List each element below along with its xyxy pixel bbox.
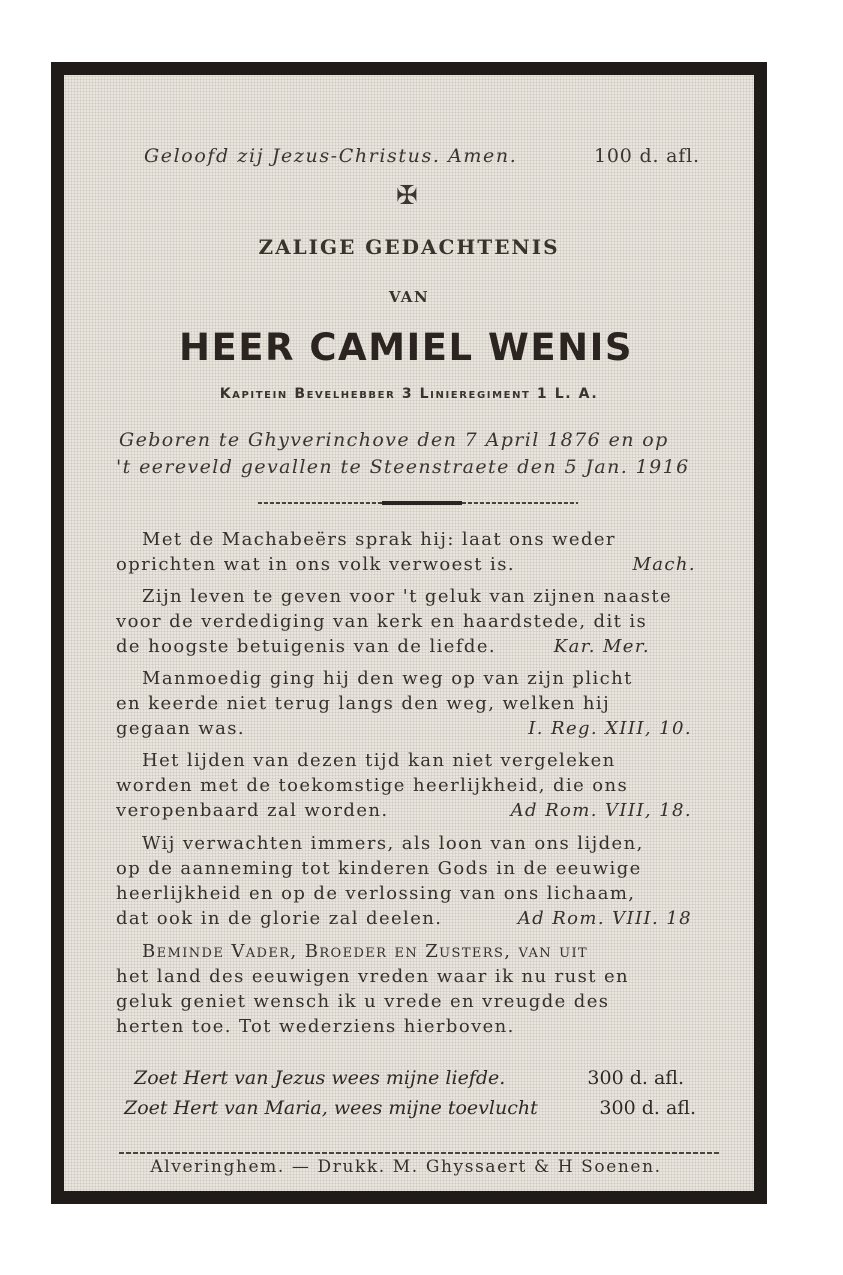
prayer-line [124,1093,704,1123]
paragraph-line: voor de verdediging van kerk en haardstede, dit is [116,611,648,632]
cross-icon: ✠ [396,181,418,211]
prayer-indulgence: 300 d. afl. [599,1097,696,1119]
paragraph-6 [116,939,720,1039]
paragraph-line: op de aanneming tot kinderen Gods in de eeuwige [116,858,642,879]
deceased-name: HEER CAMIEL WENIS [179,326,633,369]
death-line: 't eereveld gevallen te Steenstraete den 5 Jan. 1916 [116,456,690,478]
paragraph-text: oprichten wat in ons volk verwoest is. [116,554,515,575]
paragraph-text: gegaan was. [116,718,245,739]
paragraph-line [116,716,720,741]
paragraph-3 [116,666,720,741]
paragraph-line: en keerde niet terug langs den weg, welken hij [116,693,611,714]
paragraph-line: Beminde Vader, Broeder en Zusters, van uit [142,941,589,962]
paragraph-line: herten toe. Tot wederziens hierboven. [116,1016,515,1037]
paragraph-line: Het lijden van dezen tijd kan niet vergeleken [142,750,616,771]
paragraph-line: Wij verwachten immers, als loon van ons lijden, [142,833,644,854]
memorial-card [51,62,767,1204]
van-text: VAN [388,288,430,306]
divider-bold [382,501,462,505]
prayer-indulgence: 300 d. afl. [587,1067,684,1089]
invocation-text: Geloofd zij Jezus-Christus. Amen. [144,145,518,167]
paragraph-line: Met de Machabeërs sprak hij: laat ons weder [142,529,616,550]
card-content [64,75,754,1191]
scripture-reference: Ad Rom. VIII, 18. [510,800,692,821]
paragraph-text: de hoogste betuigenis van de liefde. [116,636,497,657]
indulgence-top: 100 d. afl. [594,145,700,167]
paragraph-line: geluk geniet wensch ik u vrede en vreugde des [116,991,610,1012]
paragraph-1 [116,527,720,577]
paragraph-line: Zijn leven te geven voor 't geluk van zijnen naaste [142,586,673,607]
paragraph-line: worden met de toekomstige heerlijkheid, die ons [116,775,629,796]
paragraph-line: het land des eeuwigen vreden waar ik nu rust en [116,966,630,987]
card-heading: ZALIGE GEDACHTENIS [258,235,560,259]
paragraph-text: dat ook in de glorie zal deelen. [116,908,443,929]
paragraph-line [116,552,720,577]
paragraph-2 [116,584,720,659]
paragraph-4 [116,748,720,823]
birth-line: Geboren te Ghyverinchove den 7 April 1876 en op [119,429,669,451]
scripture-reference: Ad Rom. VIII. 18 [517,908,692,929]
military-rank: Kapitein Bevelhebber 3 Linieregiment 1 L. A. [219,386,599,402]
paragraph-text: veropenbaard zal worden. [116,800,389,821]
prayer-line [124,1063,704,1093]
prayers [124,1063,704,1123]
printer-credit: Alveringhem. — Drukk. M. Ghyssaert & H Soenen. [150,1157,662,1177]
paragraph-line [116,798,720,823]
paragraph-5 [116,831,720,931]
scripture-reference: Mach. [632,554,696,575]
scripture-reference: Kar. Mer. [553,636,650,657]
scripture-reference: I. Reg. XIII, 10. [528,718,692,739]
prayer-text: Zoet Hert van Maria, wees mijne toevlucht [124,1097,538,1119]
paragraph-line [116,634,720,659]
divider-dashed-bottom [119,1152,721,1154]
paragraph-line: heerlijkheid en op de verlossing van ons lichaam, [116,883,636,904]
prayer-text: Zoet Hert van Jezus wees mijne liefde. [134,1067,506,1089]
paragraph-line: Manmoedig ging hij den weg op van zijn plicht [142,668,633,689]
paragraph-line [116,906,720,931]
